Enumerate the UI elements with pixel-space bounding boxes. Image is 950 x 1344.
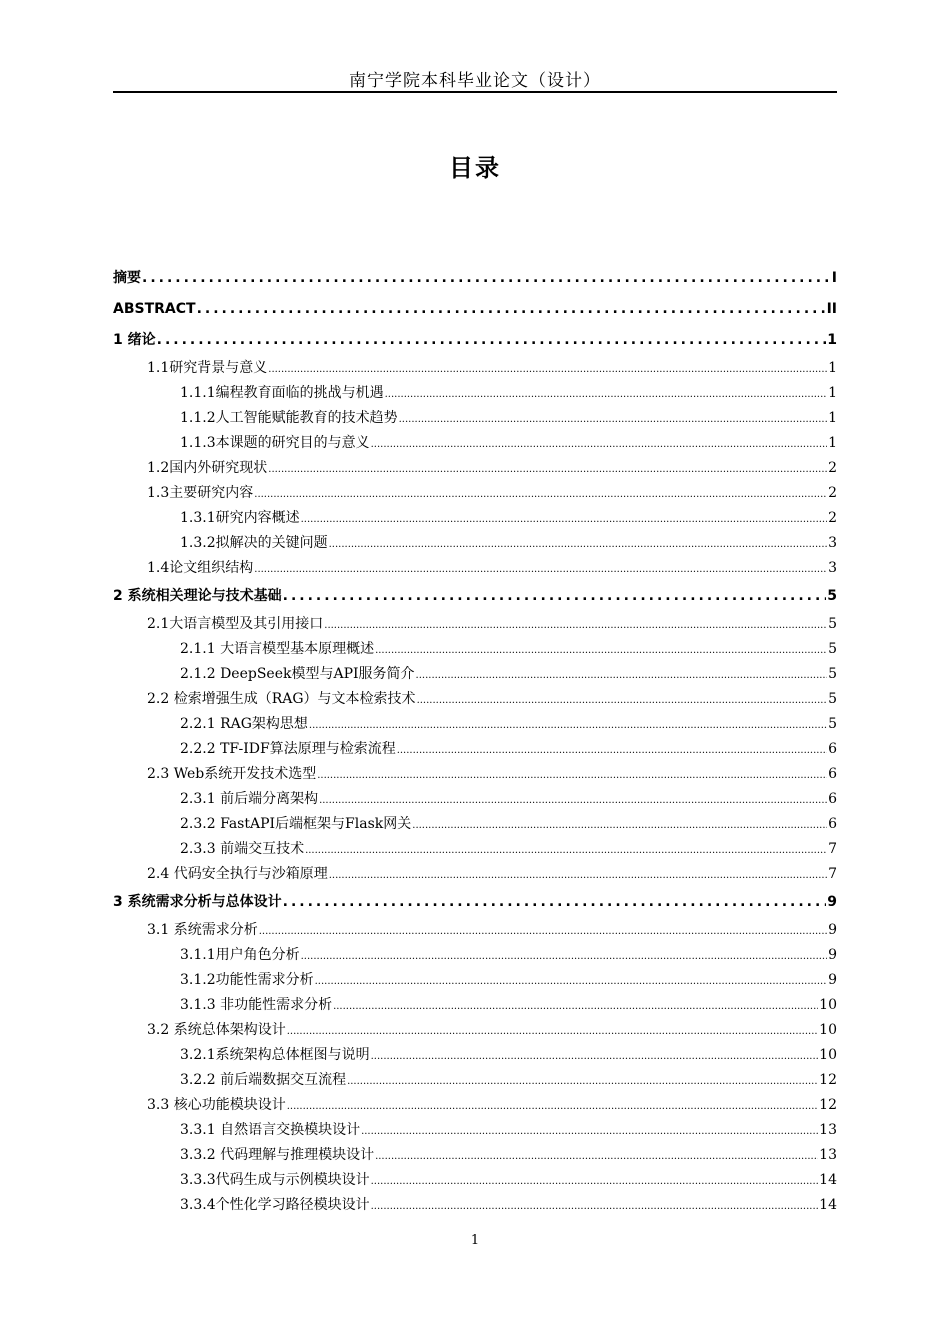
toc-leader-dots	[399, 406, 827, 432]
toc-entry-page: 13	[819, 1147, 837, 1163]
toc-leader-dots	[254, 556, 827, 582]
toc-leader-dots	[309, 712, 827, 738]
toc-entry-label: 1.1.3本课题的研究目的与意义	[180, 435, 370, 451]
toc-entry[interactable]	[113, 737, 837, 762]
toc-entry[interactable]	[113, 968, 837, 993]
toc-entry-page: 1	[828, 360, 837, 376]
toc-entry-label: 2.2 检索增强生成（RAG）与文本检索技术	[147, 691, 416, 707]
toc-leader-dots	[315, 968, 827, 994]
toc-entry[interactable]	[113, 1068, 837, 1093]
toc-entry-page: 10	[819, 1022, 837, 1038]
toc-leader-dots	[412, 812, 827, 838]
toc-entry[interactable]	[113, 943, 837, 968]
toc-entry[interactable]	[113, 1118, 837, 1143]
toc-entry-page: 5	[828, 716, 837, 732]
toc-entry-page: 9	[828, 922, 837, 938]
page-header: 南宁学院本科毕业论文（设计）	[349, 71, 601, 91]
toc-entry-label: 1.1.2人工智能赋能教育的技术趋势	[180, 410, 398, 426]
toc-entry-label: 1 绪论	[113, 332, 156, 348]
toc-entry[interactable]	[113, 712, 837, 737]
toc-entry-label: 3.1.1用户角色分析	[180, 947, 300, 963]
toc-entry-label: 1.1.1编程教育面临的挑战与机遇	[180, 385, 384, 401]
toc-entry[interactable]	[113, 862, 837, 887]
toc-leader-dots	[329, 531, 827, 557]
toc-entry-label: 1.3.2拟解决的关键问题	[180, 535, 328, 551]
toc-entry[interactable]	[113, 294, 837, 325]
toc-leader-dots	[333, 993, 818, 1019]
toc-entry-page: 5	[828, 691, 837, 707]
toc-entry-page: 12	[819, 1072, 837, 1088]
toc-entry-label: 3 系统需求分析与总体设计	[113, 894, 282, 910]
toc-leader-dots	[375, 1143, 818, 1169]
toc-entry[interactable]	[113, 1168, 837, 1193]
toc-entry[interactable]	[113, 481, 837, 506]
toc-entry-page: 2	[828, 485, 837, 501]
toc-leader-dots	[329, 862, 827, 888]
toc-leader-dots	[371, 1168, 819, 1194]
toc-entry-label: ABSTRACT	[113, 301, 196, 317]
toc-entry-label: 3.2 系统总体架构设计	[147, 1022, 286, 1038]
toc-entry-page: 13	[819, 1122, 837, 1138]
toc-entry[interactable]	[113, 406, 837, 431]
toc-entry-label: 3.3.2 代码理解与推理模块设计	[180, 1147, 375, 1163]
toc-leader-dots	[287, 1093, 818, 1119]
toc-entry-page: 10	[819, 997, 837, 1013]
toc-entry[interactable]	[113, 431, 837, 456]
toc-leader-dots	[301, 506, 827, 532]
toc-leader-dots	[361, 1118, 818, 1144]
toc-leader-dots	[157, 325, 827, 356]
toc-entry-label: 3.3 核心功能模块设计	[147, 1097, 286, 1113]
toc-entry[interactable]	[113, 662, 837, 687]
toc-entry-page: 9	[828, 972, 837, 988]
toc-entry[interactable]	[113, 637, 837, 662]
toc-entry-page: 1	[828, 435, 837, 451]
toc-entry-label: 2.1大语言模型及其引用接口	[147, 616, 324, 632]
toc-entry-page: I	[831, 270, 837, 286]
toc-entry-label: 3.2.2 前后端数据交互流程	[180, 1072, 347, 1088]
toc-entry-label: 1.3.1研究内容概述	[180, 510, 300, 526]
toc-entry-label: 3.1 系统需求分析	[147, 922, 258, 938]
toc-entry-label: 2 系统相关理论与技术基础	[113, 588, 282, 604]
toc-entry[interactable]	[113, 1143, 837, 1168]
toc-entry-label: 2.1.1 大语言模型基本原理概述	[180, 641, 375, 657]
toc-entry-label: 2.2.1 RAG架构思想	[180, 716, 308, 732]
toc-entry-label: 3.3.1 自然语言交换模块设计	[180, 1122, 361, 1138]
toc-entry-label: 3.1.2功能性需求分析	[180, 972, 314, 988]
toc-entry[interactable]	[113, 356, 837, 381]
toc-entry-page: 1	[828, 410, 837, 426]
toc-entry-page: 5	[827, 588, 837, 604]
page-number: 1	[470, 1233, 480, 1248]
toc-entry-label: 2.3 Web系统开发技术选型	[147, 766, 317, 782]
toc-leader-dots	[197, 294, 826, 325]
toc-entry-label: 2.3.1 前后端分离架构	[180, 791, 319, 807]
toc-entry-label: 2.3.2 FastAPI后端框架与Flask网关	[180, 816, 412, 832]
toc-entry[interactable]	[113, 812, 837, 837]
toc-entry-page: 10	[819, 1047, 837, 1063]
toc-entry-page: 14	[819, 1172, 837, 1188]
toc-entry-label: 1.1研究背景与意义	[147, 360, 268, 376]
toc-leader-dots	[319, 787, 827, 813]
toc-entry[interactable]	[113, 993, 837, 1018]
toc-entry[interactable]	[113, 506, 837, 531]
table-of-contents	[113, 263, 837, 1218]
toc-entry[interactable]	[113, 263, 837, 294]
toc-entry-page: 6	[828, 766, 837, 782]
toc-entry-page: 6	[828, 741, 837, 757]
toc-entry[interactable]	[113, 1018, 837, 1043]
toc-leader-dots	[254, 481, 827, 507]
toc-entry-label: 1.4论文组织结构	[147, 560, 254, 576]
toc-entry[interactable]	[113, 325, 837, 356]
toc-leader-dots	[142, 263, 831, 294]
toc-leader-dots	[287, 1018, 818, 1044]
toc-leader-dots	[283, 581, 827, 612]
toc-entry[interactable]	[113, 837, 837, 862]
toc-leader-dots	[371, 431, 827, 457]
toc-entry[interactable]	[113, 1093, 837, 1118]
toc-entry-page: 7	[828, 841, 837, 857]
toc-entry-label: 摘要	[113, 270, 141, 286]
toc-entry-label: 2.1.2 DeepSeek模型与API服务简介	[180, 666, 415, 682]
toc-leader-dots	[397, 737, 827, 763]
toc-entry-page: 3	[828, 560, 837, 576]
toc-entry[interactable]	[113, 1193, 837, 1218]
toc-leader-dots	[301, 943, 827, 969]
toc-entry-page: 5	[828, 616, 837, 632]
toc-entry[interactable]	[113, 687, 837, 712]
toc-entry-page: 1	[828, 385, 837, 401]
toc-entry-page: 1	[827, 332, 837, 348]
toc-leader-dots	[268, 356, 827, 382]
toc-entry[interactable]	[113, 918, 837, 943]
toc-entry-page: 9	[827, 894, 837, 910]
toc-leader-dots	[385, 381, 827, 407]
toc-entry-label: 3.3.3代码生成与示例模块设计	[180, 1172, 370, 1188]
toc-entry[interactable]	[113, 887, 837, 918]
toc-entry-page: 9	[828, 947, 837, 963]
toc-leader-dots	[371, 1043, 819, 1069]
toc-leader-dots	[268, 456, 827, 482]
toc-entry[interactable]	[113, 556, 837, 581]
toc-entry-label: 1.3主要研究内容	[147, 485, 254, 501]
toc-entry-label: 1.2国内外研究现状	[147, 460, 268, 476]
toc-entry-label: 2.4 代码安全执行与沙箱原理	[147, 866, 328, 882]
toc-entry-page: II	[826, 301, 837, 317]
toc-entry-page: 2	[828, 460, 837, 476]
toc-entry-label: 3.1.3 非功能性需求分析	[180, 997, 333, 1013]
toc-entry[interactable]	[113, 612, 837, 637]
toc-entry[interactable]	[113, 581, 837, 612]
toc-leader-dots	[347, 1068, 818, 1094]
toc-entry-page: 2	[828, 510, 837, 526]
toc-leader-dots	[259, 918, 827, 944]
toc-entry-page: 14	[819, 1197, 837, 1213]
toc-leader-dots	[371, 1193, 819, 1219]
toc-entry-page: 7	[828, 866, 837, 882]
toc-leader-dots	[417, 687, 828, 713]
header-rule	[113, 91, 837, 93]
toc-entry-page: 3	[828, 535, 837, 551]
toc-leader-dots	[416, 662, 828, 688]
toc-entry[interactable]	[113, 381, 837, 406]
toc-entry[interactable]	[113, 762, 837, 787]
toc-entry-page: 6	[828, 791, 837, 807]
toc-entry-label: 3.3.4个性化学习路径模块设计	[180, 1197, 370, 1213]
toc-leader-dots	[375, 637, 827, 663]
toc-leader-dots	[283, 887, 827, 918]
toc-entry-page: 5	[828, 641, 837, 657]
toc-entry[interactable]	[113, 456, 837, 481]
toc-title: 目录	[449, 154, 501, 182]
toc-entry[interactable]	[113, 531, 837, 556]
toc-entry-page: 5	[828, 666, 837, 682]
toc-entry[interactable]	[113, 1043, 837, 1068]
toc-entry[interactable]	[113, 787, 837, 812]
toc-entry-label: 3.2.1系统架构总体框图与说明	[180, 1047, 370, 1063]
toc-entry-page: 12	[819, 1097, 837, 1113]
toc-entry-label: 2.2.2 TF-IDF算法原理与检索流程	[180, 741, 396, 757]
toc-leader-dots	[305, 837, 827, 863]
toc-entry-label: 2.3.3 前端交互技术	[180, 841, 305, 857]
toc-leader-dots	[317, 762, 827, 788]
toc-entry-page: 6	[828, 816, 837, 832]
toc-leader-dots	[324, 612, 827, 638]
